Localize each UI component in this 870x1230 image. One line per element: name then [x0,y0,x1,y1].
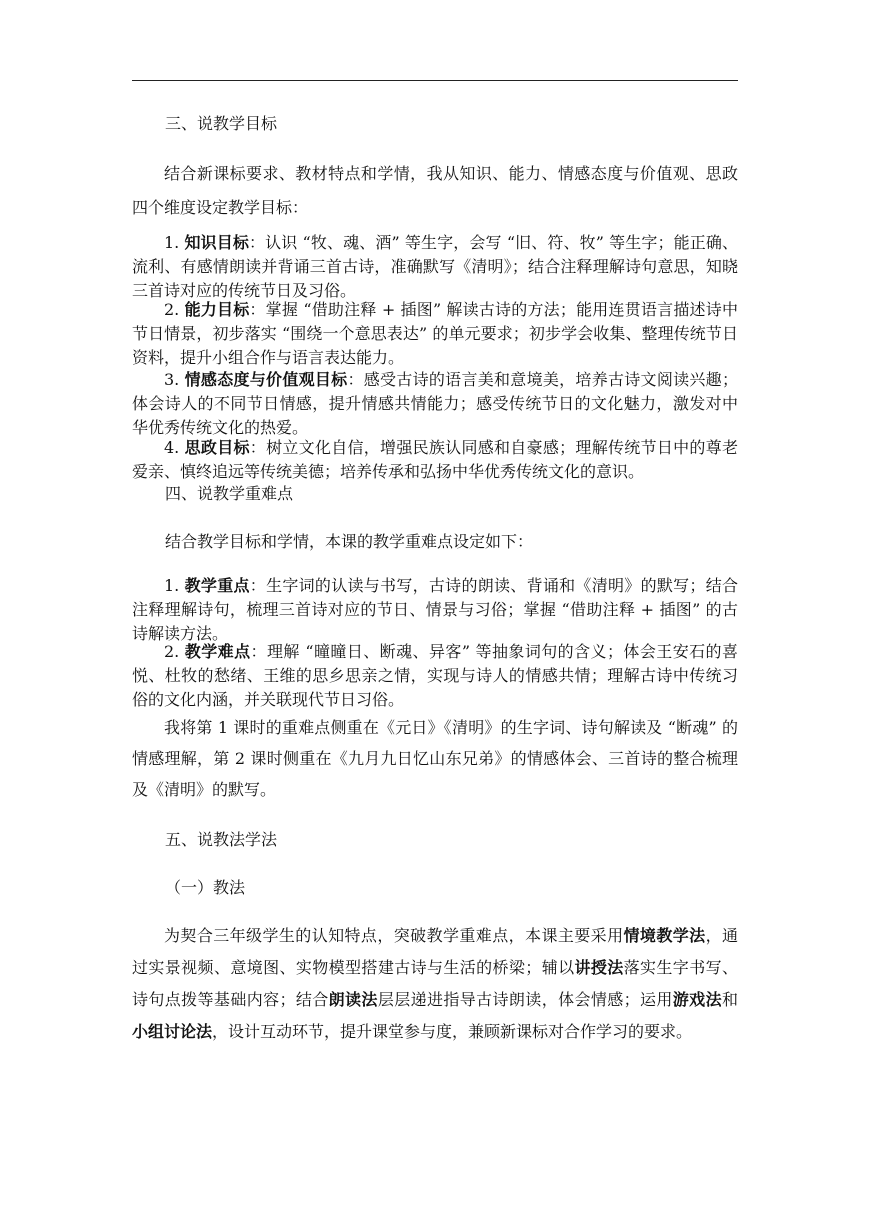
method-text-3: 落实生字书写、诗句点拨等基础内容；结合 [132,958,738,1009]
method-bold-3: 朗读法 [328,990,378,1009]
goal-2-body: ：掌握 “借助注释 + 插图” 解读古诗的方法；能用连贯语言描述诗中节日情景，初步落实 “围绕一个意思表达” 的单元要求；初步学会收集、整理传统节日资料，提升小组合作与语言表达能力。 [132,300,738,367]
section-heading-5: 五、说教法学法 [165,830,278,849]
point-2-num: 2. [164,642,180,661]
method-text-6: ，设计互动环节，提升课堂参与度，兼顾新课标对合作学习的要求。 [212,1022,693,1041]
goal-2 [132,298,738,370]
method-bold-1: 情境教学法 [623,926,706,945]
method-bold-5: 小组讨论法 [132,1022,213,1041]
goal-3 [132,368,738,440]
method-paragraph [132,920,738,1048]
goal-2-title: 能力目标 [184,300,250,319]
point-1-num: 1. [164,576,180,595]
s4-intro: 结合教学目标和学情，本课的教学重难点设定如下： [165,532,534,551]
point-1 [132,574,738,646]
point-1-body: ：生字词的认读与书写，古诗的朗读、背诵和《清明》的默写；结合注释理解诗句，梳理三首诗对应的节日、情景与习俗；掌握 “借助注释 + 插图” 的古诗解读方法。 [132,576,738,643]
goal-3-title: 情感态度与价值观目标 [184,370,348,389]
method-bold-4: 游戏法 [672,990,722,1009]
header-rule [132,80,738,81]
goal-1-title: 知识目标 [184,233,249,252]
s4-plan: 我将第 1 课时的重难点侧重在《元日》《清明》的生字词、诗句解读及 “断魂” 的情感理解，第 2 课时侧重在《九月九日忆山东兄弟》的情感体会、三首诗的整合梳理及《清明》的默写。 [132,718,738,799]
subheading-teaching-method: （一）教法 [165,878,246,897]
goal-1 [132,231,738,303]
goal-4-num: 4. [164,438,180,457]
point-2-title: 教学难点 [184,642,251,661]
method-text-1: 为契合三年级学生的认知特点，突破教学重难点，本课主要采用 [164,926,624,945]
point-2-body: ：理解 “曈曈日、断魂、异客” 等抽象词句的含义；体会王安石的喜悦、杜牧的愁绪、王维的思乡思亲之情，实现与诗人的情感共情；理解古诗中传统习俗的文化内涵，并关联现代节日习俗。 [132,642,738,709]
point-1-title: 教学重点 [184,576,250,595]
goal-4 [132,436,738,484]
goal-1-num: 1. [164,233,180,252]
goal-3-num: 3. [164,370,180,389]
section-heading-3: 三、说教学目标 [165,114,278,133]
section-heading-4: 四、说教学重难点 [165,484,294,503]
goal-3-body: ：感受古诗的语言美和意境美，培养古诗文阅读兴趣；体会诗人的不同节日情感，提升情感共情能力；感受传统节日的文化魅力，激发对中华优秀传统文化的热爱。 [132,370,738,437]
goal-2-num: 2. [164,300,180,319]
goal-4-title: 思政目标 [184,438,250,457]
method-text-4: 层层递进指导古诗朗读，体会情感；运用 [377,990,673,1009]
point-2 [132,640,738,712]
method-bold-2: 讲授法 [574,958,624,977]
s3-intro: 结合新课标要求、教材特点和学情，我从知识、能力、情感态度与价值观、思政四个维度设定教学目标： [132,164,738,217]
method-text-2: ，通过实景视频、意境图、实物模型搭建古诗与生活的桥梁；辅以 [132,926,738,977]
method-text-5: 和 [721,990,738,1009]
goal-4-body: ：树立文化自信，增强民族认同感和自豪感；理解传统节日中的尊老爱亲、慎终追远等传统美德；培养传承和弘扬中华优秀传统文化的意识。 [132,438,738,481]
goal-1-body: ：认识 “牧、魂、酒” 等生字，会写 “旧、符、牧” 等生字；能正确、流利、有感情朗读并背诵三首古诗，准确默写《清明》；结合注释理解诗句意思，知晓三首诗对应的传统节日及习俗。 [132,233,738,300]
